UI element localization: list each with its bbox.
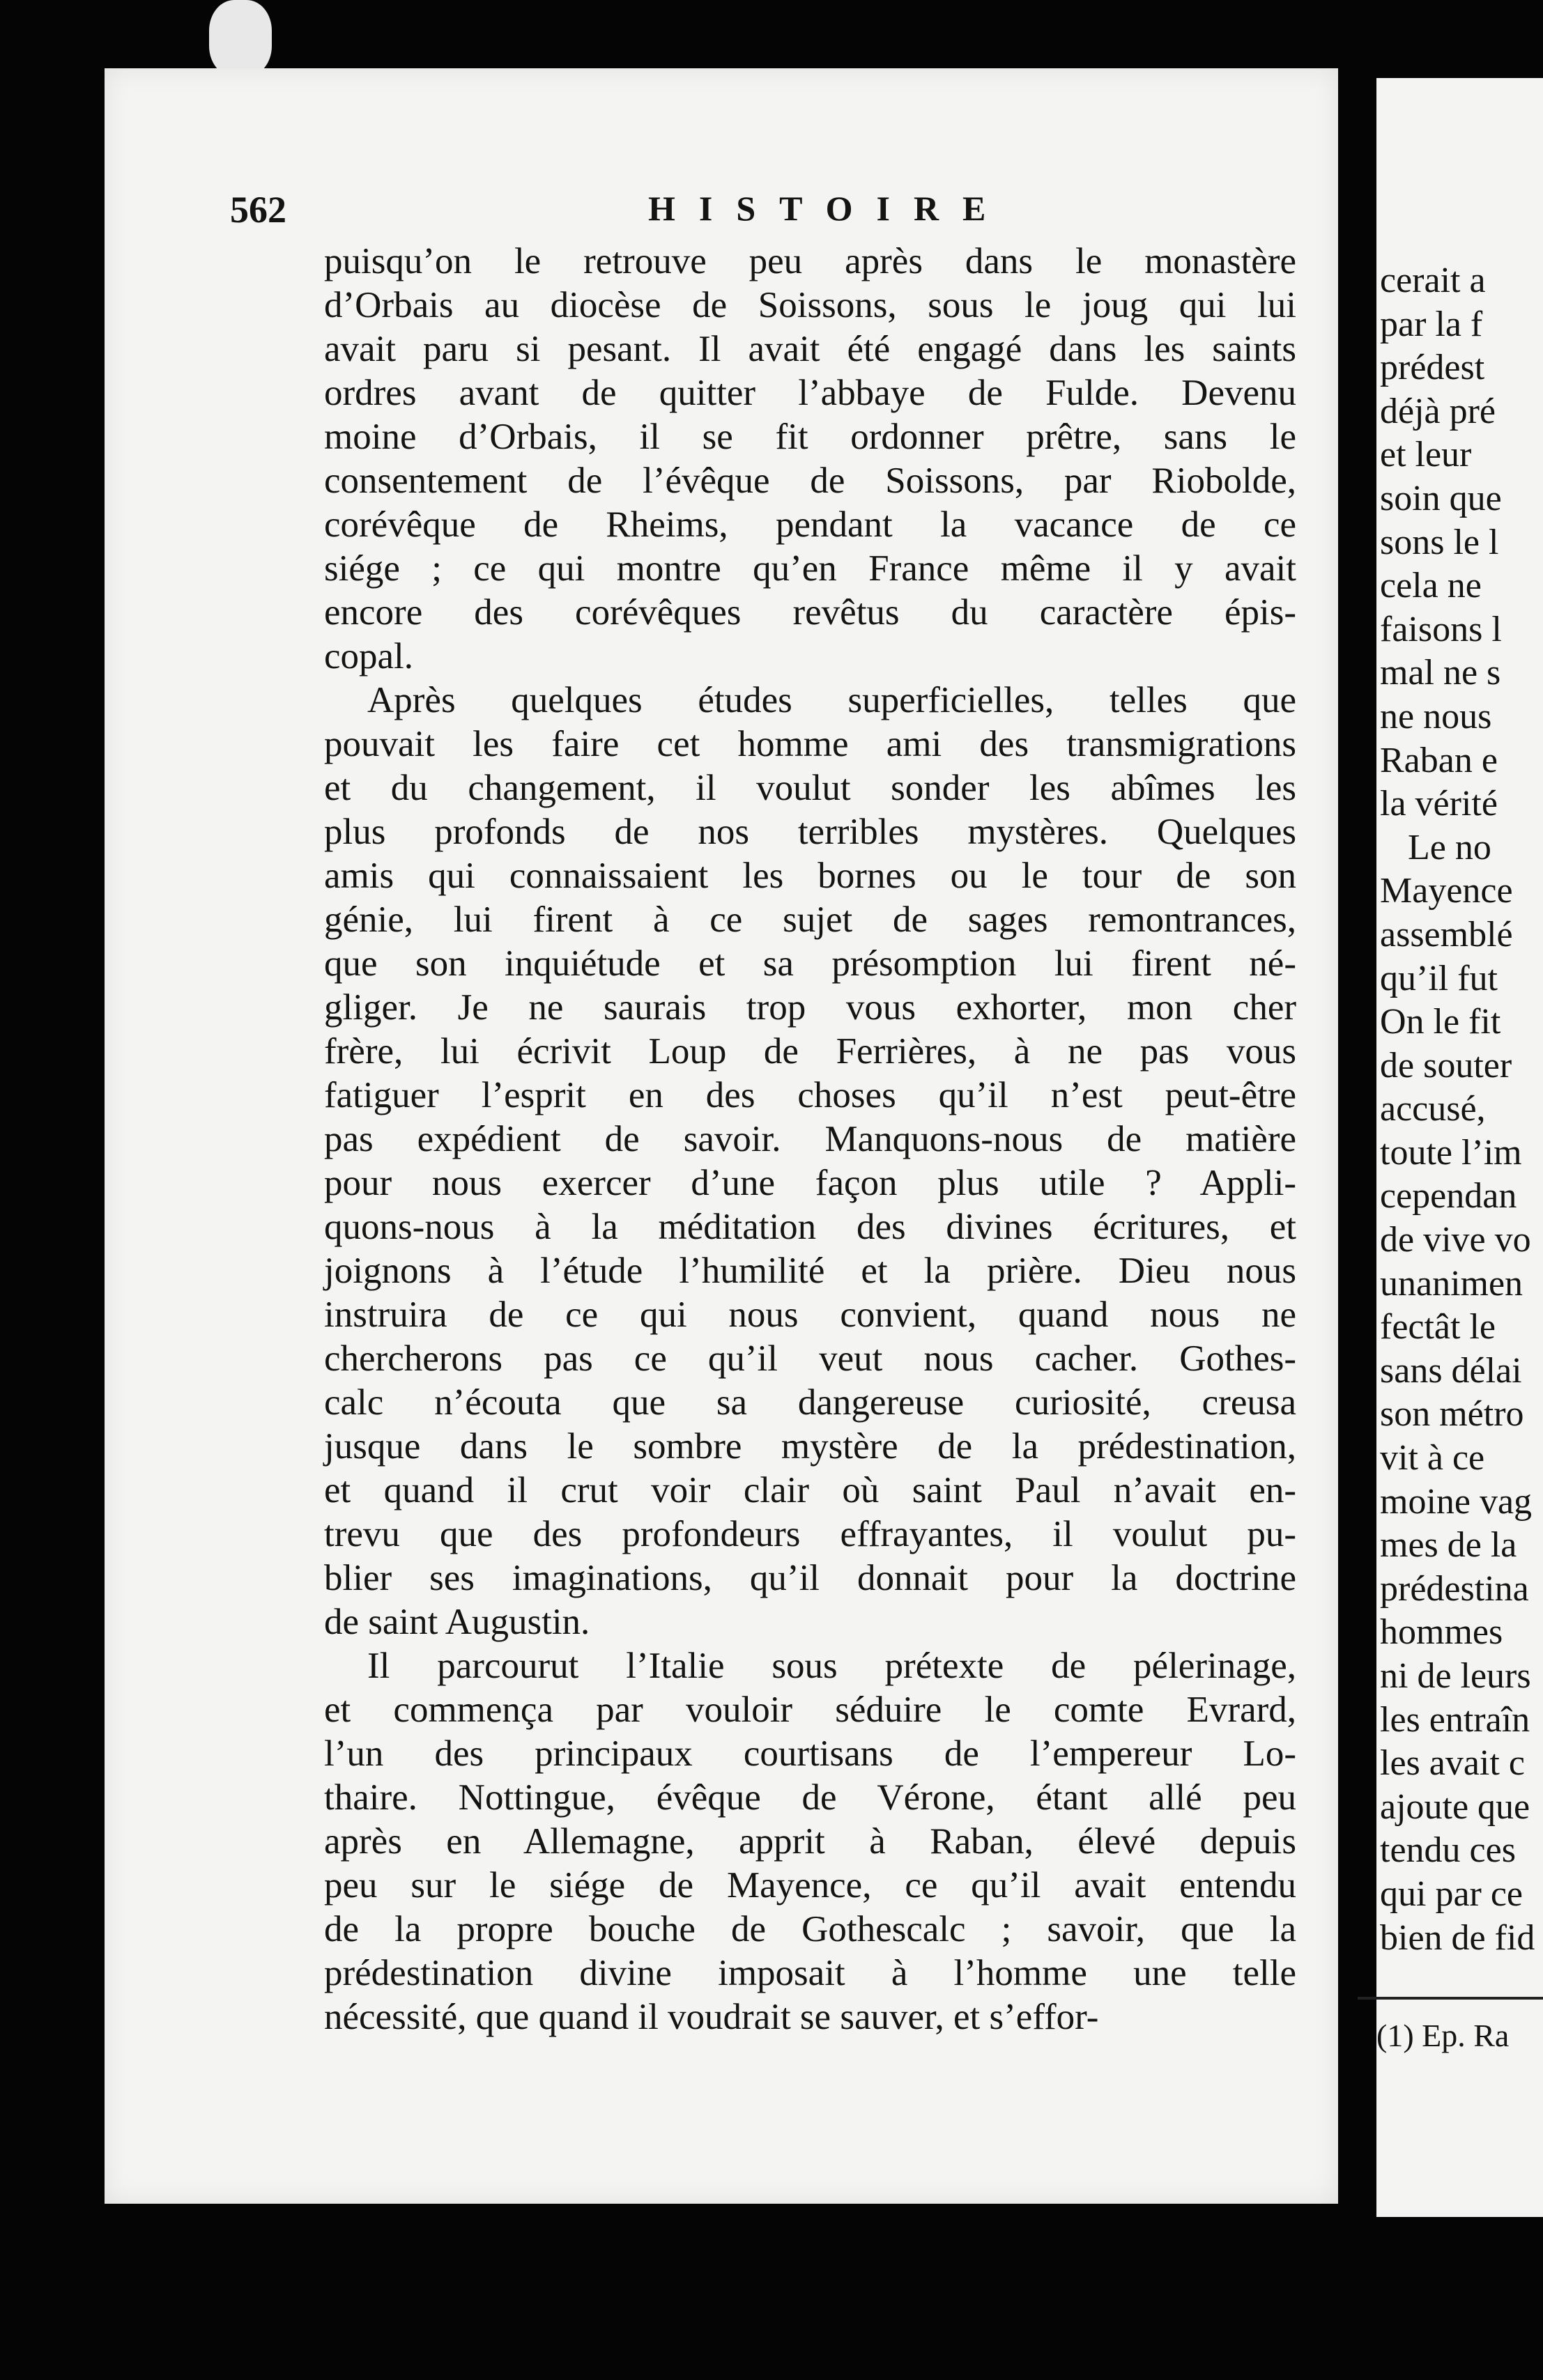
- right-text-line: déjà pré: [1380, 391, 1496, 431]
- text-line: blier ses imaginations, qu’il donnait pour la doctrine: [324, 1558, 1296, 1598]
- right-text-line: vit à ce: [1380, 1438, 1485, 1478]
- text-line: siége ; ce qui montre qu’en France même il y avait: [324, 548, 1296, 589]
- text-line: pouvait les faire cet homme ami des transmigrations: [324, 724, 1296, 764]
- text-line: pas expédient de savoir. Manquons-nous de matière: [324, 1119, 1296, 1159]
- text-line: et du changement, il voulut sonder les abîmes les: [324, 768, 1296, 808]
- right-text-line: ne nous: [1380, 696, 1492, 736]
- right-text-line: mal ne s: [1380, 653, 1501, 693]
- page-header: [230, 188, 1331, 237]
- page-number: 562: [230, 189, 286, 231]
- text-line: de saint Augustin.: [324, 1602, 590, 1642]
- text-line: prédestination divine imposait à l’homme une telle: [324, 1953, 1296, 1993]
- text-line: moine d’Orbais, il se fit ordonner prêtre, sans le: [324, 417, 1296, 457]
- text-line: corévêque de Rheims, pendant la vacance de ce: [324, 504, 1296, 545]
- right-text-line: unanimen: [1380, 1263, 1523, 1304]
- right-text-line: faisons l: [1380, 609, 1502, 649]
- text-line: jusque dans le sombre mystère de la prédestination,: [324, 1426, 1296, 1467]
- text-line: gliger. Je ne saurais trop vous exhorter, mon cher: [324, 987, 1296, 1028]
- right-text-line: ajoute que: [1380, 1786, 1530, 1827]
- right-text-line: de vive vo: [1380, 1220, 1531, 1260]
- right-text-line: moine vag: [1380, 1481, 1533, 1522]
- right-text-line: soin que: [1380, 478, 1502, 518]
- right-text-line: cerait a: [1380, 261, 1486, 300]
- text-line: peu sur le siége de Mayence, ce qu’il avait entendu: [324, 1865, 1296, 1906]
- right-text-line: cependan: [1380, 1176, 1517, 1216]
- text-line: après en Allemagne, apprit à Raban, élevé depuis: [324, 1821, 1296, 1862]
- text-line: frère, lui écrivit Loup de Ferrières, à ne pas vous: [324, 1031, 1296, 1072]
- text-line: amis qui connaissaient les bornes ou le tour de son: [324, 856, 1296, 896]
- right-text-line: qu’il fut: [1380, 958, 1498, 998]
- right-text-line: par la f: [1380, 304, 1483, 344]
- text-line: l’un des principaux courtisans de l’empereur Lo-: [324, 1733, 1296, 1774]
- footnote-rule: [1358, 1997, 1543, 2000]
- text-line: fatiguer l’esprit en des choses qu’il n’est peut-être: [324, 1075, 1296, 1115]
- right-footnote: (1) Ep. Ra: [1376, 2018, 1510, 2053]
- text-line: avait paru si pesant. Il avait été engagé dans les saints: [324, 329, 1296, 369]
- right-text-line: bien de fid: [1380, 1917, 1535, 1958]
- text-line: de la propre bouche de Gothescalc ; savoir, que la: [324, 1909, 1296, 1949]
- right-text-line: hommes: [1380, 1612, 1503, 1653]
- right-text-line: son métro: [1380, 1394, 1524, 1435]
- right-text-line: sans délai: [1380, 1350, 1522, 1391]
- right-text-line: les avait c: [1380, 1743, 1525, 1784]
- text-line: génie, lui firent à ce sujet de sages remontrances,: [324, 899, 1296, 940]
- text-line: trevu que des profondeurs effrayantes, il voulut pu-: [324, 1514, 1296, 1554]
- right-text-line: Raban e: [1380, 740, 1498, 780]
- text-line: nécessité, que quand il voudrait se sauver, et s’effor-: [324, 1997, 1099, 2037]
- right-text-line: mes de la: [1380, 1525, 1517, 1566]
- right-text-line: les entraîn: [1380, 1699, 1530, 1740]
- scan-speck: [209, 0, 272, 77]
- text-line: puisqu’on le retrouve peu après dans le monastère: [324, 241, 1296, 281]
- right-text-line: fectât le: [1380, 1307, 1496, 1347]
- text-line: copal.: [324, 636, 414, 677]
- right-text-line: qui par ce: [1380, 1873, 1523, 1914]
- text-line: instruira de ce qui nous convient, quand nous ne: [324, 1295, 1296, 1335]
- text-line: encore des corévêques revêtus du caractère épis-: [324, 592, 1296, 633]
- right-text-line: cela ne: [1380, 566, 1482, 606]
- right-text-line: assemblé: [1380, 914, 1513, 955]
- right-text-line: toute l’im: [1380, 1132, 1522, 1173]
- text-line: et commença par vouloir séduire le comte Evrard,: [324, 1690, 1296, 1730]
- text-line: plus profonds de nos terribles mystères. Quelques: [324, 812, 1296, 852]
- text-line: que son inquiétude et sa présomption lui firent né-: [324, 943, 1296, 984]
- right-text-line: tendu ces: [1380, 1830, 1516, 1871]
- right-text-line: la vérité: [1380, 784, 1498, 824]
- text-line: ordres avant de quitter l’abbaye de Fulde. Devenu: [324, 373, 1296, 413]
- text-line: calc n’écouta que sa dangereuse curiosité, creusa: [324, 1382, 1296, 1423]
- text-line: quons-nous à la méditation des divines écritures, et: [324, 1207, 1296, 1247]
- text-line: et quand il crut voir clair où saint Paul n’avait en-: [324, 1470, 1296, 1510]
- right-text-line: prédestina: [1380, 1568, 1529, 1609]
- right-text-line: Mayence: [1380, 871, 1513, 911]
- text-line: consentement de l’évêque de Soissons, par Riobolde,: [324, 461, 1296, 501]
- right-text-line: Le no: [1408, 827, 1491, 867]
- text-line: joignons à l’étude l’humilité et la prière. Dieu nous: [324, 1251, 1296, 1291]
- text-line: Il parcourut l’Italie sous prétexte de pélerinage,: [367, 1646, 1296, 1686]
- text-line: d’Orbais au diocèse de Soissons, sous le joug qui lui: [324, 285, 1296, 325]
- right-text-line: ni de leurs: [1380, 1656, 1531, 1696]
- right-text-line: accusé,: [1380, 1089, 1486, 1129]
- right-page-text: [1380, 259, 1543, 1960]
- right-text-line: et leur: [1380, 435, 1472, 475]
- right-text-line: de souter: [1380, 1045, 1512, 1085]
- right-text-line: prédest: [1380, 348, 1485, 388]
- text-line: thaire. Nottingue, évêque de Vérone, étant allé peu: [324, 1777, 1296, 1818]
- right-text-line: sons le l: [1380, 522, 1499, 562]
- right-text-line: On le fit: [1380, 1002, 1501, 1042]
- running-title: HISTOIRE: [648, 189, 1010, 228]
- body-text: [324, 240, 1296, 2039]
- text-line: Après quelques études superficielles, telles que: [367, 680, 1296, 720]
- text-line: pour nous exercer d’une façon plus utile ? Appli-: [324, 1163, 1296, 1203]
- text-line: chercherons pas ce qu’il veut nous cacher. Gothes-: [324, 1338, 1296, 1379]
